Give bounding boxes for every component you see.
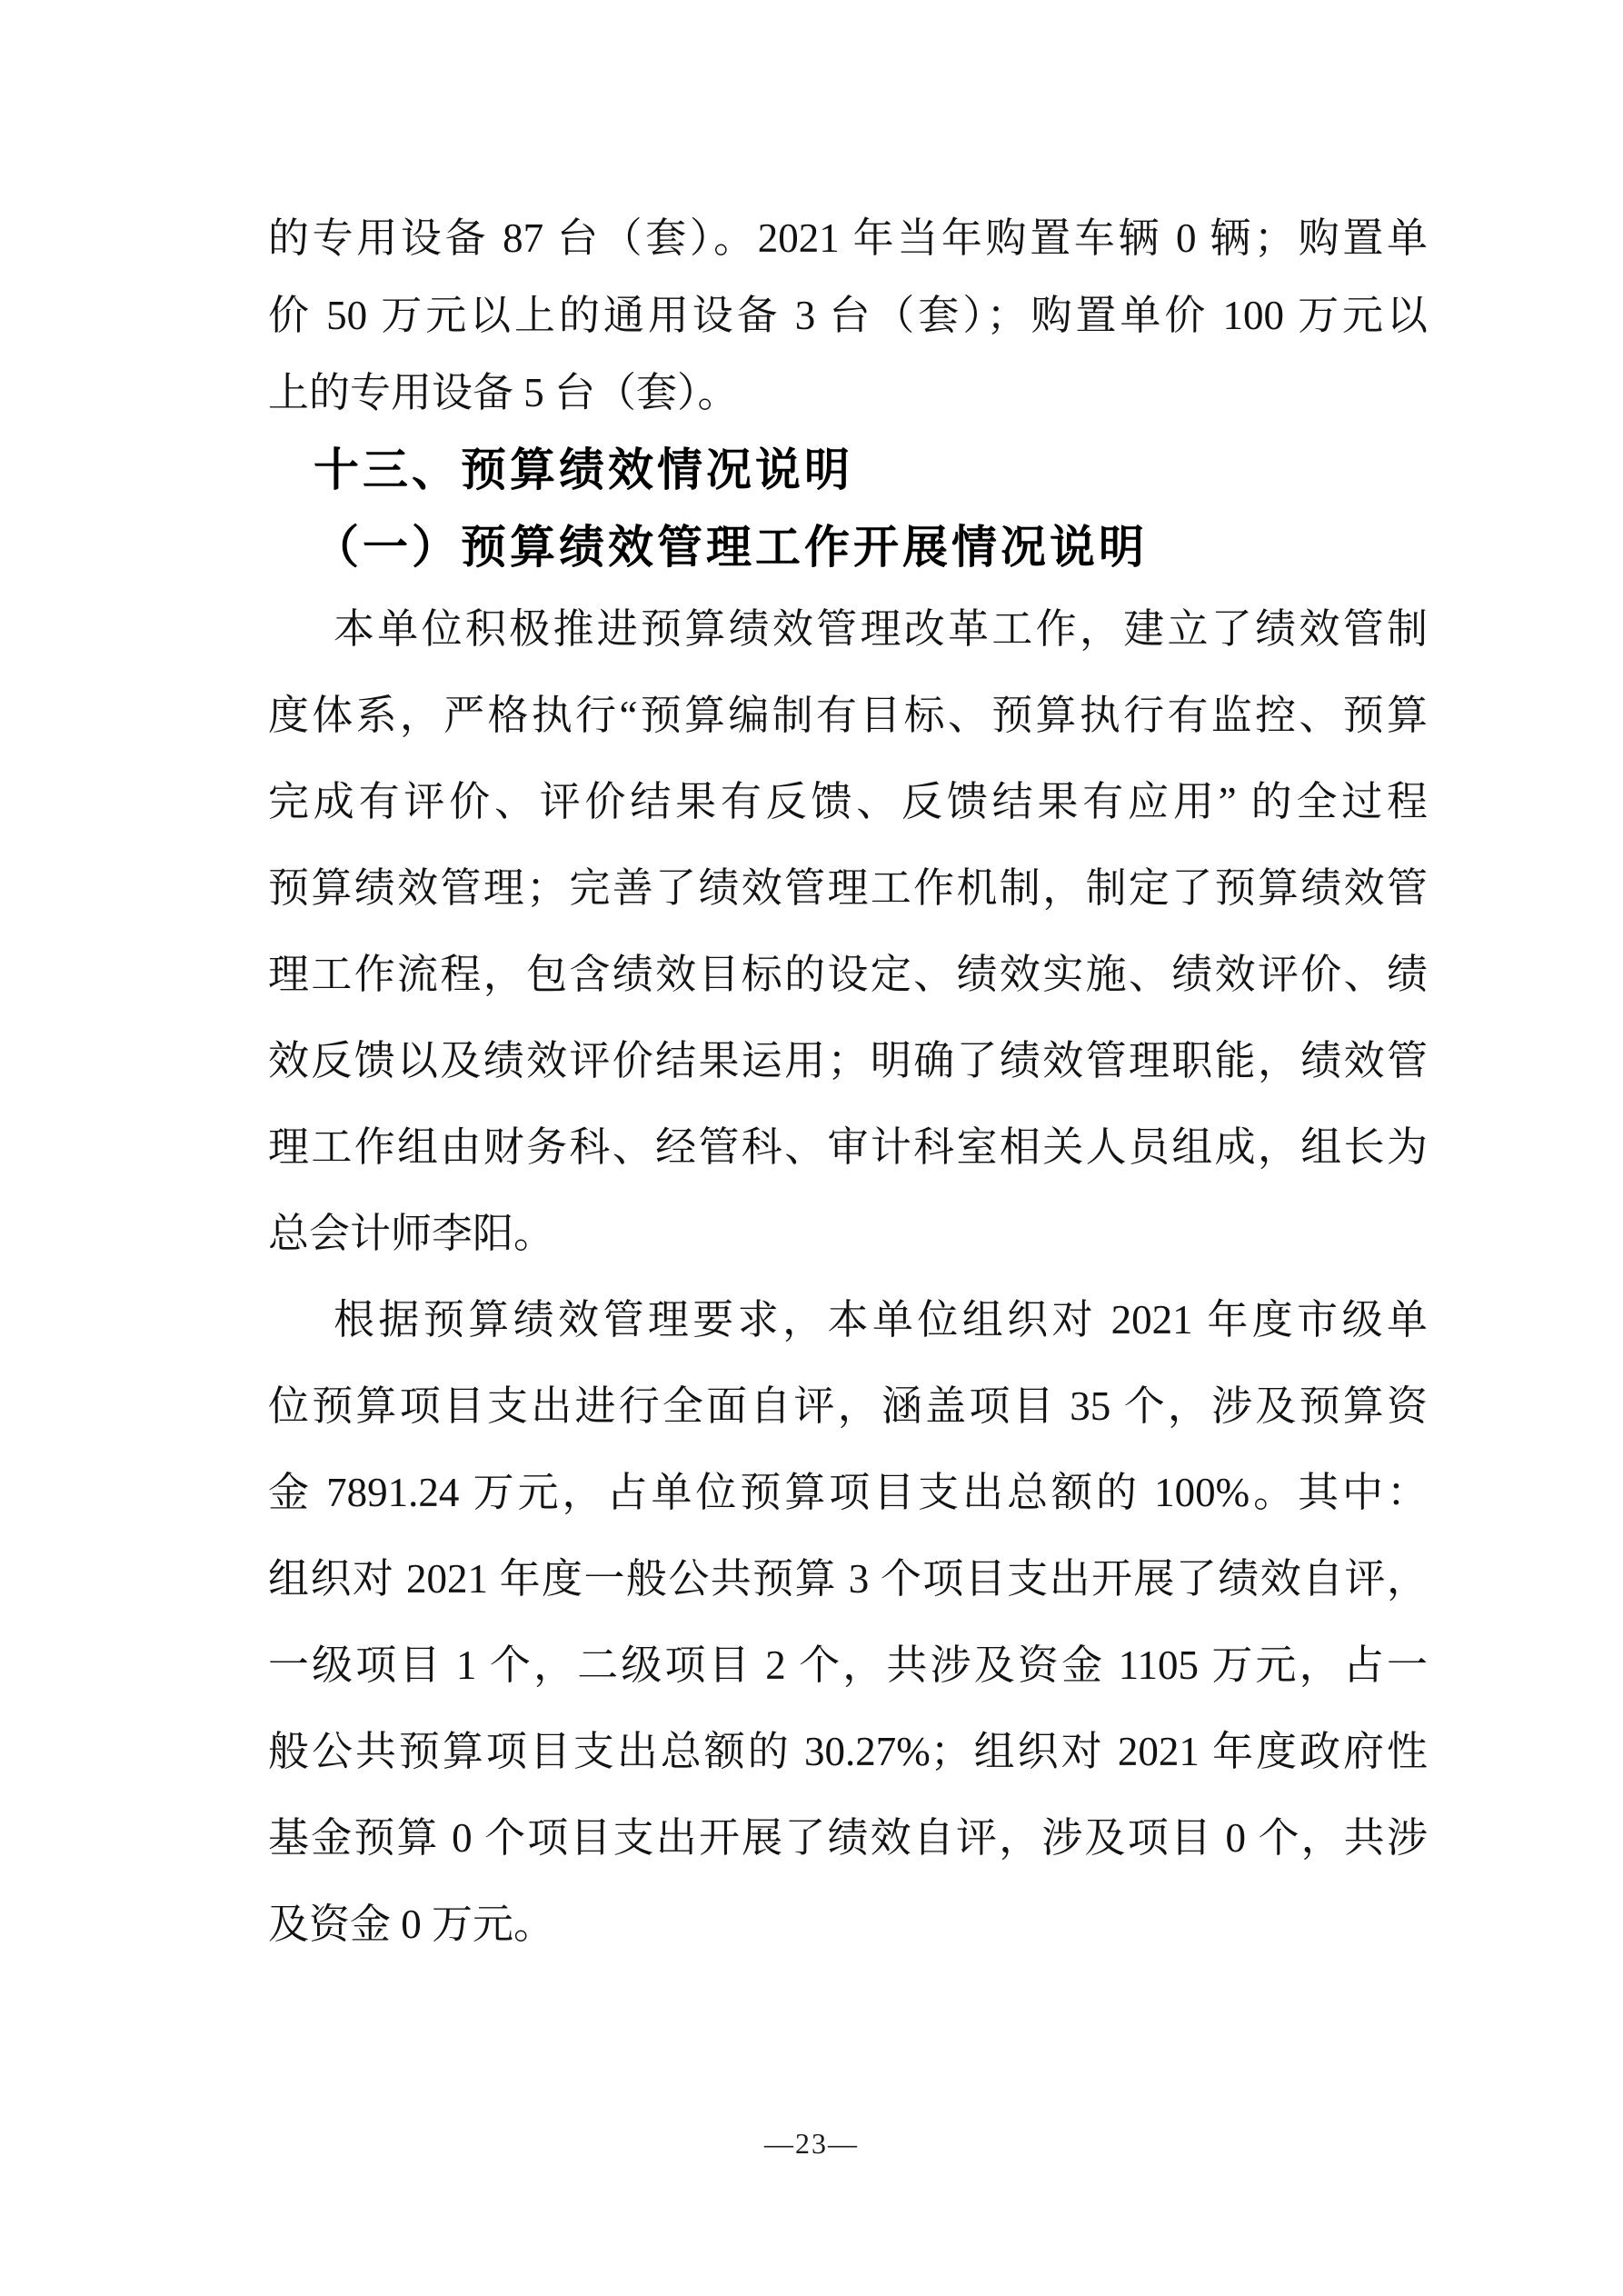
paragraph-performance-management — [268, 586, 1428, 1277]
text-block — [268, 200, 1428, 1968]
paragraph-intro — [268, 200, 1428, 432]
text-line: 效反馈以及绩效评价结果运用；明确了绩效管理职能，绩效管 — [268, 1038, 1428, 1083]
text-line: 位预算项目支出进行全面自评，涵盖项目 35 个，涉及预算资 — [268, 1383, 1428, 1429]
text-line: 价 50 万元以上的通用设备 3 台（套）；购置单价 100 万元以 — [268, 293, 1428, 338]
subsection-heading: （一）预算绩效管理工作开展情况说明 — [314, 522, 1148, 573]
text-line: 根据预算绩效管理要求，本单位组织对 2021 年度市级单 — [334, 1297, 1428, 1343]
page-number: —23— — [764, 2127, 859, 2160]
text-line: 一级项目 1 个，二级项目 2 个，共涉及资金 1105 万元，占一 — [268, 1642, 1428, 1688]
text-line: 及资金 0 万元。 — [268, 1902, 555, 1947]
text-line: 基金预算 0 个项目支出开展了绩效自评，涉及项目 0 个，共涉 — [268, 1815, 1428, 1861]
text-line: 般公共预算项目支出总额的 30.27%；组织对 2021 年度政府性 — [268, 1729, 1428, 1774]
text-line: 理工作组由财务科、经管科、审计科室相关人员组成，组长为 — [268, 1124, 1428, 1170]
text-line: 理工作流程，包含绩效目标的设定、绩效实施、绩效评价、绩 — [268, 952, 1428, 997]
text-line: 组织对 2021 年度一般公共预算 3 个项目支出开展了绩效自评， — [268, 1556, 1428, 1602]
page-footer — [0, 2127, 1623, 2161]
text-line: 本单位积极推进预算绩效管理改革工作，建立了绩效管制 — [334, 606, 1428, 652]
section-heading: 十三、预算绩效情况说明 — [314, 444, 853, 495]
text-line: 完成有评价、评价结果有反馈、反馈结果有应用” 的全过程 — [268, 779, 1428, 824]
text-line: 的专用设备 87 台（套）。2021 年当年购置车辆 0 辆；购置单 — [268, 215, 1428, 261]
text-line: 总会计师李阳。 — [268, 1211, 555, 1256]
text-line: 度体系，严格执行“预算编制有目标、预算执行有监控、预算 — [268, 693, 1428, 738]
text-line: 金 7891.24 万元，占单位预算项目支出总额的 100%。其中： — [268, 1470, 1428, 1515]
paragraph-self-evaluation — [268, 1277, 1428, 1968]
text-line: 预算绩效管理；完善了绩效管理工作机制，制定了预算绩效管 — [268, 865, 1428, 911]
text-line: 上的专用设备 5 台（套）。 — [268, 370, 739, 415]
